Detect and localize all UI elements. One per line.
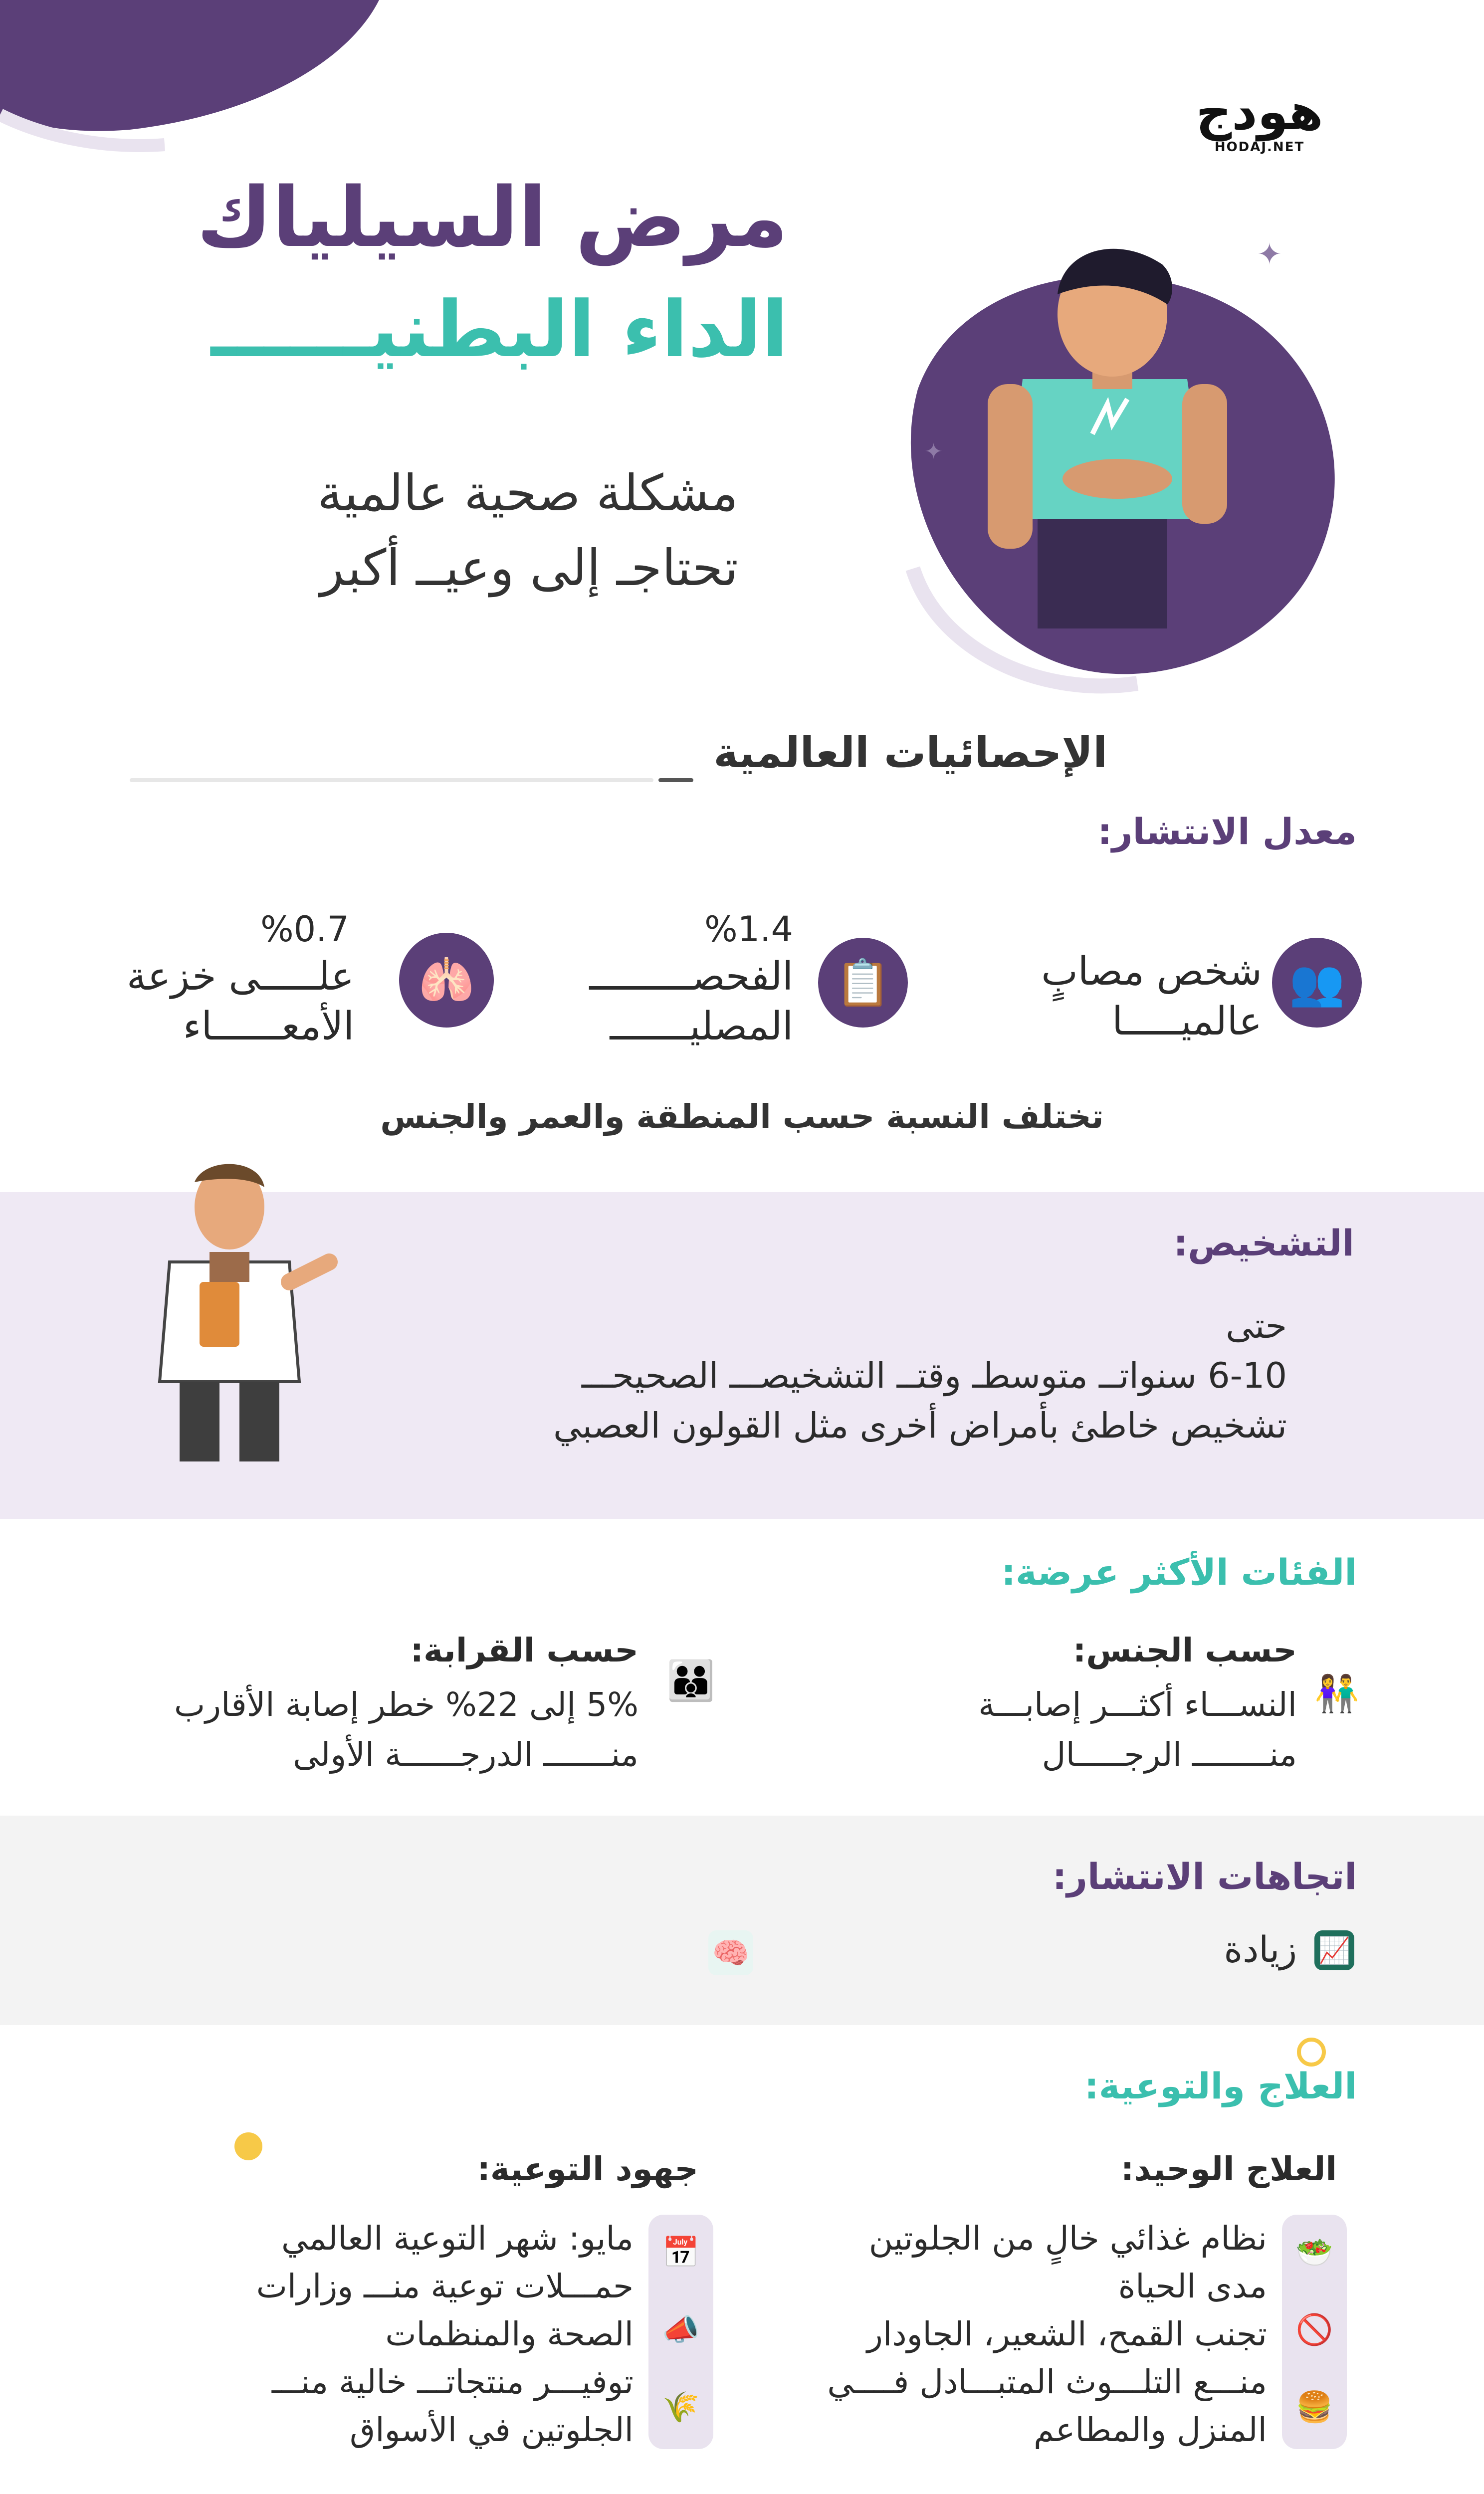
awareness-item: مايو: شهر التوعية العالمي (281, 2219, 634, 2258)
stat1-line2: عالميـــــا (1112, 999, 1262, 1044)
brand-logo (1147, 85, 1372, 155)
stats-note: تختلف النسبة حسب المنطقة والعمر والجنس (380, 1097, 1104, 1136)
stats-underline (130, 778, 653, 782)
awareness-item: الجلوتين في الأسواق (350, 2411, 634, 2449)
awareness-item: توفيـــر منتجاتـــ خالية منـــ (271, 2363, 634, 2401)
top-blob-decoration (0, 0, 449, 160)
stat2-line1: الفحصـــــــــ (589, 954, 793, 999)
svg-text:✦: ✦ (1257, 237, 1282, 272)
stats-accent-bar (658, 778, 693, 782)
kinship-line2: منـــــــ الدرجــــــة الأولى (293, 1735, 638, 1774)
awareness-item: حمـــلات توعية منـــ وزارات (256, 2267, 634, 2305)
trend-chart-icon: 📈 (1314, 1930, 1354, 1970)
only-treatment-item: مدى الحياة (1118, 2267, 1267, 2305)
gender-line2: منــــــــ الرجـــــال (1042, 1735, 1297, 1774)
only-treatment-item: المنزل والمطاعم (1034, 2411, 1267, 2449)
stat3-line2: الأمعــــــاء (183, 1004, 354, 1049)
diagnosis-line2: 6-10 سنواتــ متوسطـ وقتــ التشخيصـــ الصحيحـــ (581, 1355, 1287, 1396)
burger-icon: 🍔 (1295, 2389, 1333, 2425)
doctor-illustration (140, 1152, 339, 1471)
diagnosis-title: التشخيص: (1173, 1222, 1354, 1264)
head-virus-icon: 🧠 (708, 1930, 753, 1975)
gender-line1: النســـاء أكثـــر إصابـــة (978, 1685, 1297, 1724)
kinship-line1: 5% إلى 22% خطر إصابة الأقارب (174, 1685, 638, 1724)
stat3-value: %0.7 (260, 909, 349, 950)
clipboard-stethoscope-icon: 📋 (818, 938, 908, 1028)
logo-text: هودج (1196, 83, 1323, 141)
sick-man-illustration (858, 219, 1377, 708)
page-subtitle-teal: الداء البطنيــــــ (211, 284, 788, 375)
diagnosis-line1: حتى (1226, 1305, 1287, 1346)
awareness-title: جهود التوعية: (477, 2150, 698, 2188)
gluten-free-icon: 🌾 (662, 2389, 700, 2425)
family-icon: 👪 (666, 1658, 715, 1703)
only-treatment-title: العلاج الوحيد: (1120, 2150, 1337, 2188)
only-treatment-list (748, 2215, 1267, 2454)
only-treatment-item: منـــع التلـــوث المتبـــادل فــــي (827, 2363, 1267, 2401)
page-title: مرض السيلياك (197, 170, 788, 265)
calendar-icon: 📅 (662, 2235, 700, 2270)
stat3-line1: علـــــى خزعة (126, 954, 354, 999)
trends-section (0, 1816, 1484, 2025)
gender-title: حسب الجنس: (1072, 1631, 1297, 1669)
yellow-ring-decoration (1297, 2038, 1326, 2067)
svg-text:✦: ✦ (924, 439, 943, 464)
stats-section-title: الإحصائيات العالمية (713, 728, 1107, 777)
gender-icon: 👫 (1314, 1672, 1359, 1714)
people-icon: 👥 (1272, 938, 1362, 1028)
trends-label: زيادة (1224, 1928, 1297, 1970)
stat2-line2: المصليـــــــ (610, 1004, 793, 1049)
trends-title: اتجاهات الانتشار: (1052, 1856, 1357, 1897)
logo-subtext: HODAJ.NET (1214, 140, 1305, 155)
diagnosis-line3: تشخيص خاطئ بأمراض أخرى مثل القولون العصبي (553, 1405, 1287, 1446)
awareness-list (150, 2215, 634, 2454)
healthy-food-icon: 🥗 (1295, 2235, 1333, 2270)
awareness-item: الصحة والمنظمات (385, 2315, 634, 2353)
kinship-title: حسب القرابة: (410, 1631, 638, 1669)
header-tagline-1: مشكلة صحية عالمية (317, 464, 738, 522)
header-tagline-2: تحتاجـ إلى وعيــ أكبر (320, 539, 738, 597)
groups-title: الفئات الأكثر عرضة: (1001, 1551, 1357, 1593)
only-treatment-item: تجنب القمح، الشعير، الجاودار (867, 2315, 1267, 2353)
treatment-title: العلاج والتوعية: (1084, 2065, 1357, 2107)
no-wheat-icon: 🚫 (1295, 2312, 1333, 2347)
stat2-value: %1.4 (704, 909, 793, 950)
only-treatment-item: نظام غذائي خالٍ من الجلوتين (868, 2219, 1267, 2258)
intestine-icon: 🫁 (399, 933, 494, 1028)
stat1-line1: شخص مصابٍ (1041, 949, 1262, 994)
prevalence-title: معدل الانتشار: (1097, 811, 1357, 852)
megaphone-icon: 📣 (662, 2312, 700, 2347)
